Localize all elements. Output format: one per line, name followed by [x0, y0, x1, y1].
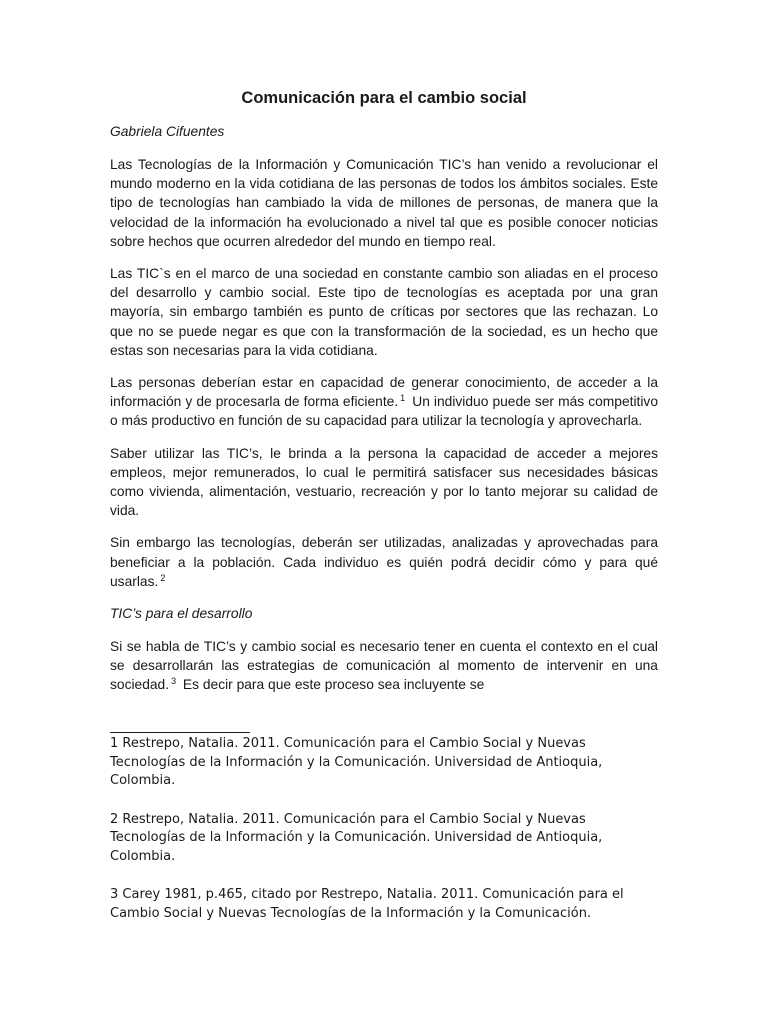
- paragraph-2: Las TIC`s en el marco de una sociedad en constante cambio son aliadas en el proceso del desarrollo y cambio social. Este tipo de tecnologías es aceptada por una gran mayoría, sin embargo también es punto de críticas por sectores que las rechazan. Lo que no se puede negar es que con la transformación de la sociedad, es un hecho que estas son necesarias para la vida cotidiana.: [110, 266, 658, 358]
- paragraph-3-text-b: Un individuo puede ser más competitivo o más productivo en función de su capacidad para utilizar la tecnología y aprovecharla.: [110, 394, 658, 429]
- paragraph-6-text-b: Es decir para que este proceso sea incluyente se: [179, 677, 485, 693]
- footnote-ref-3[interactable]: 3: [171, 676, 177, 687]
- page-title: Comunicación para el cambio social: [241, 89, 527, 107]
- author-name: Gabriela Cifuentes: [110, 124, 225, 139]
- document-body: [110, 88, 658, 708]
- footnote-3: 3 Carey 1981, p.465, citado por Restrepo, Natalia. 2011. Comunicación para el Cambio Social y Nuevas Tecnologías de la Información y la Comunicación.: [110, 887, 624, 921]
- paragraph-5: [110, 533, 658, 591]
- paragraph-3: [110, 373, 658, 431]
- footnote-ref-2[interactable]: 2: [160, 572, 166, 583]
- paragraph-6-text-a: Si se habla de TIC’s y cambio social es necesario tener en cuenta el contexto en el cual se desarrollarán las estrategias de comunicación al momento de intervenir en una sociedad.: [110, 639, 658, 693]
- footnote-2: 2 Restrepo, Natalia. 2011. Comunicación para el Cambio Social y Nuevas Tecnologías de la Información y la Comunicación. Universidad de Antioquia, Colombia.: [110, 811, 603, 864]
- footnote-1: 1 Restrepo, Natalia. 2011. Comunicación para el Cambio Social y Nuevas Tecnologías de la Información y la Comunicación. Universidad de Antioquia, Colombia.: [110, 736, 603, 788]
- footnotes: [110, 735, 658, 943]
- paragraph-1: Las Tecnologías de la Información y Comunicación TIC’s han venido a revolucionar el mundo moderno en la vida cotidiana de las personas de todos los ámbitos sociales. Este tipo de tecnologías han cambiado la vida de millones de personas, de manera que la velocidad de la información ha evolucionado a nivel tal que es posible conocer noticias sobre hechos que ocurren alrededor del mundo en tiempo real.: [110, 157, 658, 249]
- footnote-ref-1[interactable]: 1: [400, 393, 406, 404]
- section-heading: TIC’s para el desarrollo: [110, 606, 253, 622]
- paragraph-5-text-a: Sin embargo las tecnologías, deberán ser utilizadas, analizadas y aprovechadas para beneficiar a la población. Cada individuo es quién podrá decidir cómo y para qué usarlas.: [110, 535, 658, 589]
- paragraph-3-text-a: Las personas deberían estar en capacidad de generar conocimiento, de acceder a la información y de procesarla de forma eficiente.: [110, 375, 658, 410]
- paragraph-4: Saber utilizar las TIC’s, le brinda a la persona la capacidad de acceder a mejores empleos, mejor remunerados, lo cual le permitirá satisfacer sus necesidades básicas como vivienda, alimentación, vestuario, recreación y por lo tanto mejorar su calidad de vida.: [110, 445, 658, 519]
- footnote-divider: [110, 732, 250, 733]
- paragraph-6: [110, 637, 658, 695]
